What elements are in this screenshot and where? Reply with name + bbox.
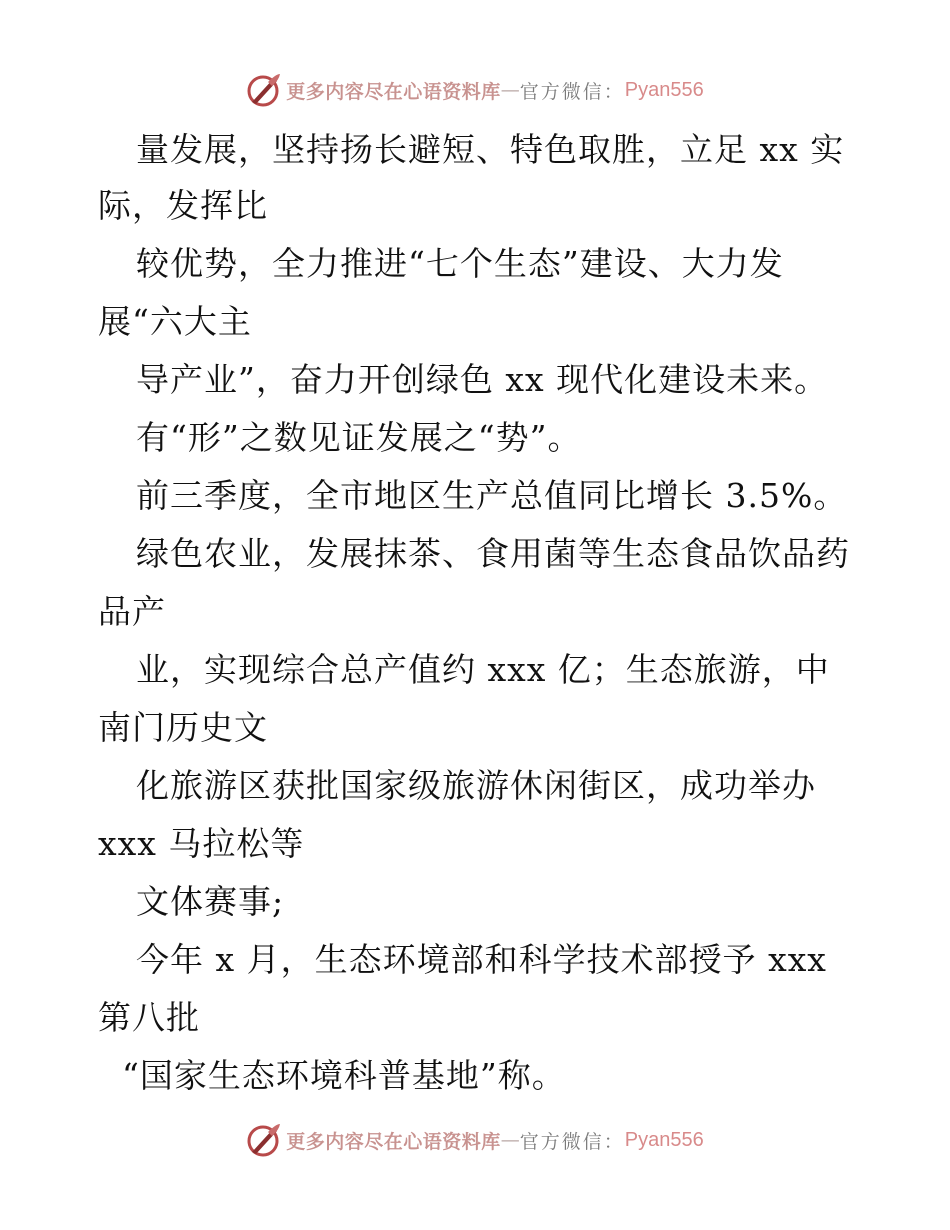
body-line: 量发展，坚持扬长避短、特色取胜，立足 xx 实 <box>136 130 845 169</box>
footer-separator: — <box>500 1129 520 1151</box>
body-line: 导产业”，奋力开创绿色 xx 现代化建设未来。 <box>136 360 829 399</box>
footer-banner <box>0 1120 950 1160</box>
body-line: 今年 x 月，生态环境部和科学技术部授予 xxx <box>136 940 827 979</box>
header-label: 官方微信： <box>519 80 625 103</box>
header-banner <box>0 70 950 110</box>
body-line: 南门历史文 <box>98 708 268 747</box>
body-line: 第八批 <box>98 998 200 1037</box>
body-line: 展“六大主 <box>98 302 252 341</box>
body-line: xxx 马拉松等 <box>98 824 305 863</box>
body-line: 业，实现综合总产值约 xxx 亿；生态旅游，中 <box>136 650 830 689</box>
footer-label: 官方微信： <box>519 1130 625 1153</box>
body-line: 有“形”之数见证发展之“势”。 <box>136 418 582 457</box>
body-line: 文体赛事; <box>136 882 285 921</box>
body-line: “国家生态环境科普基地”称。 <box>122 1056 566 1095</box>
body-line: 前三季度，全市地区生产总值同比增长 3.5%。 <box>136 476 848 515</box>
footer-brand: 更多内容尽在心语资料库 <box>286 1130 501 1153</box>
body-line: 际，发挥比 <box>98 186 268 225</box>
header-brand: 更多内容尽在心语资料库 <box>286 80 501 103</box>
quill-logo-icon <box>246 72 282 108</box>
footer-wechat-id: Pyan556 <box>624 1128 704 1151</box>
body-line: 化旅游区获批国家级旅游休闲街区，成功举办 <box>136 766 816 805</box>
body-line: 绿色农业，发展抹茶、食用菌等生态食品饮品药 <box>136 534 850 573</box>
quill-logo-icon <box>246 1122 282 1158</box>
body-line: 品产 <box>98 592 166 631</box>
body-line: 较优势，全力推进“七个生态”建设、大力发 <box>136 244 784 283</box>
header-wechat-id: Pyan556 <box>624 78 704 101</box>
header-separator: — <box>500 79 520 101</box>
